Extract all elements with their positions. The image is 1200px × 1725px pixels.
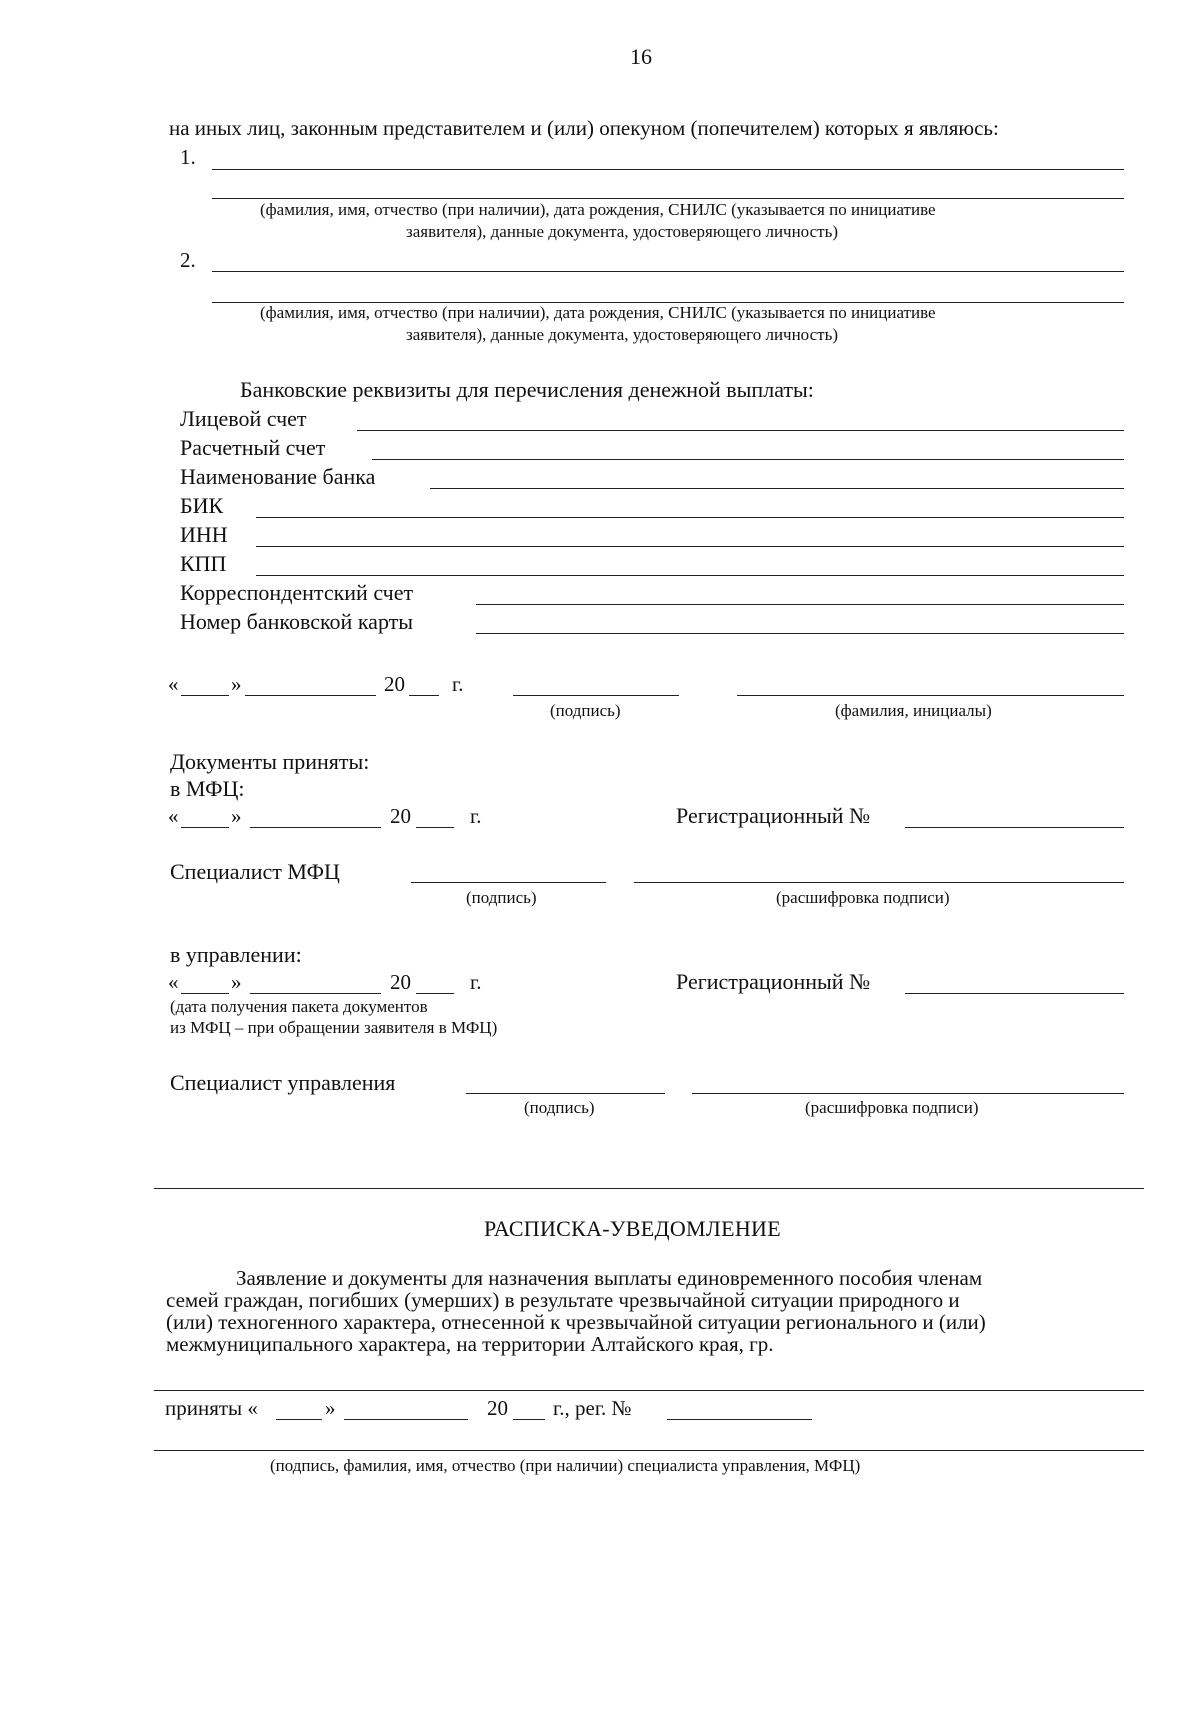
- receipt-paragraph-line-1: Заявление и документы для назначения выплаты единовременного пособия членам: [236, 1266, 983, 1290]
- bank-field-bank-name-label: Наименование банка: [180, 464, 376, 489]
- mgmt-note-line-1: (дата получения пакета документов: [170, 997, 428, 1016]
- receipt-title: РАСПИСКА-УВЕДОМЛЕНИЕ: [484, 1216, 781, 1241]
- receipt-paragraph-line-4: межмуниципального характера, на территории Алтайского края, гр.: [166, 1332, 774, 1356]
- sign-date-year-line[interactable]: [409, 695, 439, 696]
- mgmt-decode-caption: (расшифровка подписи): [805, 1098, 979, 1117]
- mfc-reg-label: Регистрационный №: [676, 803, 871, 828]
- mfc-specialist-signature-line[interactable]: [411, 882, 606, 883]
- bank-field-card-line[interactable]: [476, 633, 1124, 634]
- mgmt-reg-number-line[interactable]: [905, 993, 1124, 994]
- receipt-year-suffix: г., рег. №: [553, 1396, 632, 1420]
- receipt-reg-number-line[interactable]: [667, 1419, 812, 1420]
- management-heading: в управлении:: [170, 942, 302, 967]
- mfc-sub: в МФЦ:: [170, 776, 245, 801]
- receipt-quote-close: »: [325, 1396, 336, 1420]
- mfc-decode-caption: (расшифровка подписи): [776, 888, 950, 907]
- receipt-accepted-prefix: приняты «: [165, 1396, 258, 1420]
- bank-field-inn-line[interactable]: [256, 546, 1124, 547]
- receipt-specialist-line[interactable]: [154, 1450, 1144, 1451]
- bank-field-bank-name-line[interactable]: [430, 488, 1124, 489]
- mgmt-specialist-signature-line[interactable]: [466, 1093, 665, 1094]
- mfc-reg-number-line[interactable]: [905, 827, 1124, 828]
- bank-field-bik-line[interactable]: [256, 517, 1124, 518]
- mfc-date-quote-open: «: [168, 804, 179, 828]
- page-number: 16: [630, 44, 652, 69]
- person-1-line-1[interactable]: [212, 169, 1124, 170]
- mgmt-note-line-2: из МФЦ – при обращении заявителя в МФЦ): [170, 1018, 498, 1037]
- receipt-paragraph-line-3: (или) техногенного характера, отнесенной к чрезвычайной ситуации регионального и (или): [166, 1310, 986, 1334]
- mgmt-date-quote-open: «: [168, 970, 179, 994]
- mgmt-date-year-line[interactable]: [416, 993, 454, 994]
- mgmt-date-year-prefix: 20: [390, 970, 411, 994]
- receipt-date-day-line[interactable]: [276, 1419, 322, 1420]
- bank-field-card-label: Номер банковской карты: [180, 609, 414, 634]
- sign-date-day-line[interactable]: [181, 695, 229, 696]
- bank-field-settlement-line[interactable]: [372, 459, 1124, 460]
- sign-date-year-suffix: г.: [452, 672, 464, 696]
- person-2-caption-2: заявителя), данные документа, удостоверяющего личность): [406, 325, 838, 344]
- mfc-date-year-suffix: г.: [470, 804, 482, 828]
- receipt-date-year-line[interactable]: [513, 1419, 545, 1420]
- sign-name-caption: (фамилия, инициалы): [835, 701, 992, 720]
- sign-date-quote-close: »: [231, 672, 242, 696]
- person-2-line-1[interactable]: [212, 271, 1124, 272]
- mfc-date-month-line[interactable]: [250, 827, 381, 828]
- sign-date-month-line[interactable]: [245, 695, 376, 696]
- mgmt-reg-label: Регистрационный №: [676, 969, 871, 994]
- bank-heading: Банковские реквизиты для перечисления денежной выплаты:: [240, 377, 814, 402]
- mfc-specialist-label: Специалист МФЦ: [170, 859, 340, 884]
- mgmt-specialist-decode-line[interactable]: [692, 1093, 1124, 1094]
- bank-field-account-line[interactable]: [357, 430, 1124, 431]
- intro-line: на иных лиц, законным представителем и (или) опекуном (попечителем) которых я являюсь:: [169, 116, 999, 140]
- mgmt-date-month-line[interactable]: [250, 993, 381, 994]
- bank-field-kpp-line[interactable]: [256, 575, 1124, 576]
- mgmt-signature-caption: (подпись): [524, 1098, 595, 1117]
- person-1-caption-2: заявителя), данные документа, удостоверяющего личность): [406, 222, 838, 241]
- sign-date-year-prefix: 20: [384, 672, 405, 696]
- person-2-number: 2.: [180, 248, 196, 272]
- bank-field-corr-account-label: Корреспондентский счет: [180, 580, 414, 605]
- sign-name-line[interactable]: [737, 695, 1124, 696]
- sign-signature-line[interactable]: [513, 695, 679, 696]
- person-2-caption-1: (фамилия, имя, отчество (при наличии), дата рождения, СНИЛС (указывается по инициативе: [260, 303, 936, 322]
- mfc-date-year-line[interactable]: [416, 827, 454, 828]
- receipt-applicant-name-line[interactable]: [154, 1390, 1144, 1391]
- mfc-signature-caption: (подпись): [466, 888, 537, 907]
- person-1-caption-1: (фамилия, имя, отчество (при наличии), дата рождения, СНИЛС (указывается по инициативе: [260, 200, 936, 219]
- receipt-date-month-line[interactable]: [344, 1419, 468, 1420]
- bank-field-settlement-label: Расчетный счет: [180, 435, 326, 460]
- sign-signature-caption: (подпись): [550, 701, 621, 720]
- mfc-specialist-decode-line[interactable]: [634, 882, 1124, 883]
- receipt-bottom-caption: (подпись, фамилия, имя, отчество (при наличии) специалиста управления, МФЦ): [270, 1456, 861, 1475]
- receipt-paragraph-line-2: семей граждан, погибших (умерших) в результате чрезвычайной ситуации природного и: [166, 1288, 960, 1312]
- mfc-date-year-prefix: 20: [390, 804, 411, 828]
- person-1-line-2[interactable]: [212, 198, 1124, 199]
- mgmt-date-year-suffix: г.: [470, 970, 482, 994]
- bank-field-bik-label: БИК: [180, 493, 224, 518]
- bank-field-kpp-label: КПП: [180, 551, 227, 576]
- mfc-date-quote-close: »: [231, 804, 242, 828]
- mfc-date-day-line[interactable]: [181, 827, 229, 828]
- bank-field-account-label: Лицевой счет: [180, 406, 307, 431]
- person-1-number: 1.: [180, 145, 196, 169]
- receipt-year-prefix: 20: [487, 1396, 508, 1420]
- bank-field-inn-label: ИНН: [180, 522, 228, 547]
- receipt-separator-line: [154, 1188, 1144, 1189]
- mfc-heading: Документы приняты:: [170, 749, 370, 774]
- mgmt-date-quote-close: »: [231, 970, 242, 994]
- mgmt-date-day-line[interactable]: [181, 993, 229, 994]
- sign-date-quote-open: «: [168, 672, 179, 696]
- bank-field-corr-account-line[interactable]: [476, 604, 1124, 605]
- mgmt-specialist-label: Специалист управления: [170, 1070, 396, 1095]
